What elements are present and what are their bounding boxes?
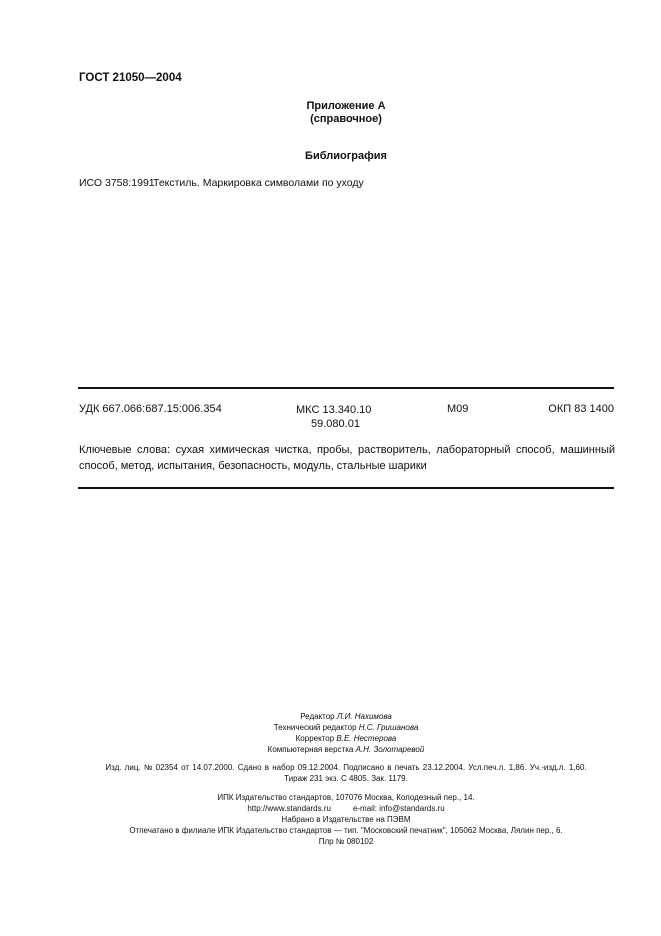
- imprint-layout: [0, 745, 661, 754]
- bottom-divider: [78, 487, 614, 489]
- mks-code-line1: МКС 13.340.10: [296, 404, 372, 416]
- imprint-tech-editor: [0, 723, 661, 732]
- editor-label: Редактор: [300, 712, 335, 721]
- imprint-corrector: [0, 734, 661, 743]
- website-link[interactable]: http://www.standards.ru: [247, 804, 331, 813]
- layout-name: А.Н. Золотаревой: [355, 745, 425, 754]
- email-link[interactable]: e-mail: info@standards.ru: [352, 804, 445, 813]
- annex-title: Приложение А: [306, 100, 386, 112]
- imprint-printed-line: Отпечатано в филиале ИПК Издательство стандартов — тип. "Московский печатник", 105062 Москва, Лялин пер., 6.: [129, 826, 563, 835]
- tech-editor-name: Н.С. Гришанова: [358, 723, 419, 732]
- corrector-name: В.Е. Нестерова: [336, 734, 397, 743]
- m-code: М09: [447, 403, 469, 415]
- tech-editor-label: Технический редактор: [273, 723, 357, 732]
- layout-label: Компьютерная верстка: [267, 745, 354, 754]
- bibliography-entry-code: ИСО 3758:1991: [79, 177, 155, 189]
- keywords-paragraph: Ключевые слова: сухая химическая чистка, пробы, растворитель, лабораторный способ, машинный способ, метод, испытания, безопасность, модуль, стальные шарики: [79, 444, 615, 472]
- annex-subtitle: (справочное): [310, 113, 382, 125]
- imprint-contacts-line: [0, 804, 661, 813]
- imprint-print-run-line: Тираж 231 экз. С 4805. Зак. 1179.: [284, 774, 408, 783]
- editor-name: Л.И. Нахимова: [336, 712, 392, 721]
- corrector-label: Корректор: [295, 734, 335, 743]
- okp-code: ОКП 83 1400: [548, 403, 614, 415]
- document-code: ГОСТ 21050—2004: [79, 72, 182, 84]
- bibliography-entry: [79, 177, 364, 189]
- bibliography-title: Библиография: [305, 150, 387, 162]
- bibliography-entry-text: Текстиль. Маркировка символами по уходу: [153, 177, 364, 189]
- top-divider: [78, 387, 614, 389]
- udk-code: УДК 667.066:687.15:006.354: [79, 403, 222, 415]
- imprint-editor: [0, 712, 661, 721]
- mks-code-line2: 59.080.01: [311, 418, 360, 430]
- imprint-typeset-line: Набрано в Издательстве на ПЭВМ: [281, 815, 411, 824]
- imprint-license-line: Изд. лиц. № 02354 от 14.07.2000. Сдано в набор 09.12.2004. Подписано в печать 23.12.2004. Усл.печ.л. 1,86. Уч.-изд.л. 1,60.: [105, 763, 587, 772]
- imprint-publisher-line: ИПК Издательство стандартов, 107076 Москва, Колодезный пер., 14.: [217, 793, 475, 802]
- imprint-plr-line: Плр № 080102: [318, 837, 374, 846]
